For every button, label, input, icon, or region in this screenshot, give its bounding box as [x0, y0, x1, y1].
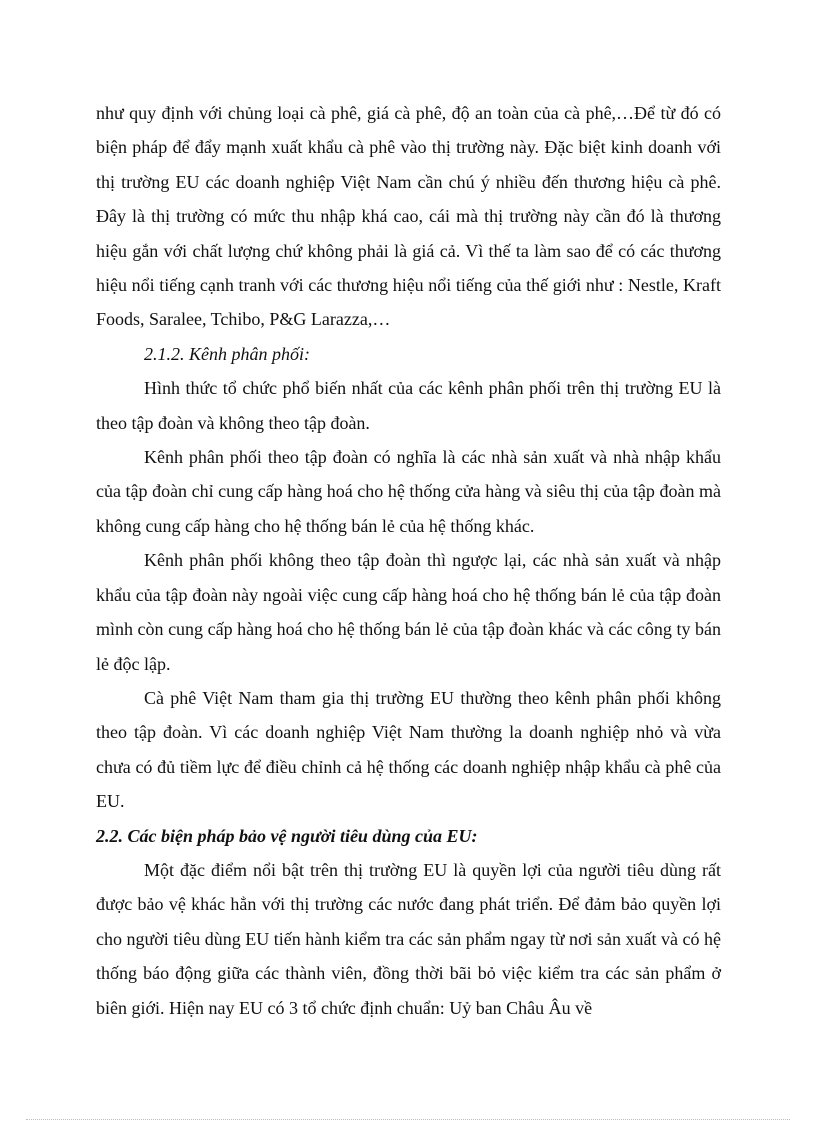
paragraph-group-channel: Kênh phân phối theo tập đoàn có nghĩa là các nhà sản xuất và nhà nhập khẩu của tập đoàn chỉ cung cấp hàng hoá cho hệ thống cửa hàng và siêu thị của tập đoàn mà không cung cấp hàng cho hệ thống bán lẻ của hệ thống khác.	[96, 447, 721, 536]
paragraph-coffee-brand: như quy định với chủng loại cà phê, giá cà phê, độ an toàn của cà phê,…Để từ đó có biện pháp để đẩy mạnh xuất khẩu cà phê vào thị trường này. Đặc biệt kinh doanh với thị trường EU các doanh nghiệp Việt Nam cần chú ý nhiều đến thương hiệu cà phê. Đây là thị trường có mức thu nhập khá cao, cái mà thị trường này cần đó là thương hiệu gắn với chất lượng chứ không phải là giá cả. Vì thế ta làm sao để có các thương hiệu nổi tiếng cạnh tranh với các thương hiệu nổi tiếng của thế giới như : Nestle, Kraft Foods, Saralee, Tchibo, P&G Larazza,…	[96, 103, 721, 330]
section-heading-consumer-protection: 2.2. Các biện pháp bảo vệ người tiêu dùng của EU:	[96, 825, 478, 846]
subheading-distribution-channel: 2.1.2. Kênh phân phối:	[144, 343, 310, 364]
paragraph-consumer-protection: Một đặc điểm nổi bật trên thị trường EU là quyền lợi của người tiêu dùng rất được bảo vệ khác hẳn với thị trường các nước đang phát triển. Để đảm bảo quyền lợi cho người tiêu dùng EU tiến hành kiểm tra các sản phẩm ngay từ nơi sản xuất và có hệ thống báo động giữa các thành viên, đồng thời bãi bỏ việc kiểm tra các sản phẩm ở biên giới. Hiện nay EU có 3 tổ chức định chuẩn: Uỷ ban Châu Âu về	[96, 859, 721, 1018]
page-bottom-divider	[26, 1119, 790, 1120]
paragraph-vietnam-coffee: Cà phê Việt Nam tham gia thị trường EU thường theo kênh phân phối không theo tập đoàn. Vì các doanh nghiệp Việt Nam thường la doanh nghiệp nhỏ và vừa chưa có đủ tiềm lực để điều chỉnh cả hệ thống các doanh nghiệp nhập khẩu cà phê của EU.	[96, 687, 721, 812]
paragraph-channel-forms: Hình thức tổ chức phổ biến nhất của các kênh phân phối trên thị trường EU là theo tập đoàn và không theo tập đoàn.	[96, 378, 721, 433]
paragraph-non-group-channel: Kênh phân phối không theo tập đoàn thì ngược lại, các nhà sản xuất và nhập khẩu của tập đoàn này ngoài việc cung cấp hàng hoá cho hệ thống bán lẻ của tập đoàn mình còn cung cấp hàng hoá cho hệ thống bán lẻ của tập đoàn khác và các công ty bán lẻ độc lập.	[96, 550, 721, 674]
